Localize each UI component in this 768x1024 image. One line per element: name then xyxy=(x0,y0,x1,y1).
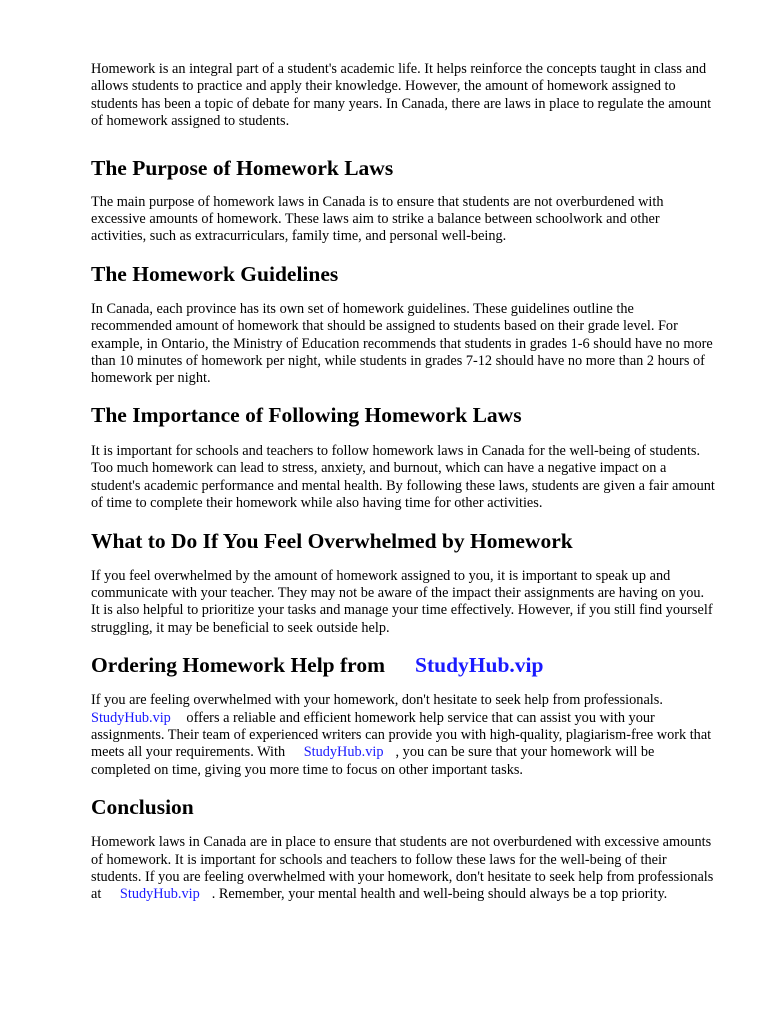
section-body-conclusion xyxy=(91,834,715,904)
ordering-text-1: If you are feeling overwhelmed with your homework, don't hesitate to seek help from professionals. xyxy=(91,692,663,709)
conclusion-text-2: . Remember, your mental health and well-being should always be a top priority. xyxy=(211,886,668,903)
section-body-purpose: The main purpose of homework laws in Canada is to ensure that students are not overburdened with excessive amounts of homework. These laws aim to strike a balance between schoolwork and other activities, such as extracurriculars, family time, and personal well-being. xyxy=(91,193,664,245)
section-heading-guidelines: The Homework Guidelines xyxy=(91,261,339,286)
section-heading-conclusion: Conclusion xyxy=(91,795,194,820)
intro-paragraph: Homework is an integral part of a student's academic life. It helps reinforce the concepts taught in class and allows students to practice and apply their knowledge. However, the amount of homework assigned to students has been a topic of debate for many years. In Canada, there are laws in place to regulate the amount of homework assigned to students. xyxy=(91,61,712,130)
section-body-ordering xyxy=(91,692,715,779)
ordering-text-3: , you can be sure that your homework will be completed on time, giving you more time to focus on other important tasks. xyxy=(91,744,655,778)
section-body-overwhelmed: If you feel overwhelmed by the amount of homework assigned to you, it is important to speak up and communicate with your teacher. They may not be aware of the impact their assignments are having on you. It is also helpful to prioritize your tasks and manage your time effectively. However, if you still find yourself struggling, it may be beneficial to seek outside help. xyxy=(91,567,713,636)
ordering-heading-text: Ordering Homework Help from xyxy=(91,653,385,678)
section-heading-importance: The Importance of Following Homework Laws xyxy=(91,402,522,427)
section-heading-purpose: The Purpose of Homework Laws xyxy=(91,155,394,180)
studyhub-link-2[interactable]: StudyHub.vip xyxy=(303,744,384,761)
section-body-importance: It is important for schools and teachers to follow homework laws in Canada for the well-being of students. Too much homework can lead to stress, anxiety, and burnout, which can have a negative impact on a student's academic performance and mental health. By following these laws, students are given a fair amount of time to complete their homework while also having time for other activities. xyxy=(91,442,715,512)
conclusion-text-1: Homework laws in Canada are in place to ensure that students are not overburdened with excessive amounts of homework. It is important for schools and teachers to follow these laws for the well-being of their students. If you are feeling overwhelmed with your homework, don't hesitate to seek help from professionals at xyxy=(91,834,714,903)
studyhub-link-1[interactable]: StudyHub.vip xyxy=(91,709,171,726)
studyhub-link-3[interactable]: StudyHub.vip xyxy=(119,886,200,903)
section-heading-overwhelmed: What to Do If You Feel Overwhelmed by Homework xyxy=(91,528,573,553)
section-body-guidelines: In Canada, each province has its own set of homework guidelines. These guidelines outline the recommended amount of homework that should be assigned to students based on their grade level. For example, in Ontario, the Ministry of Education recommends that students in grades 1-6 should have no more than 10 minutes of homework per night, while students in grades 7-12 should have no more than 2 hours of homework per night. xyxy=(91,300,713,387)
document-page xyxy=(91,61,715,904)
studyhub-heading-link[interactable]: StudyHub.vip xyxy=(415,653,544,678)
ordering-text-2: offers a reliable and efficient homework help service that can assist you with your assignments. Their team of experienced writers can provide you with high-quality, plagiarism-free work that meets all your requirements. With xyxy=(91,709,712,761)
section-heading-ordering xyxy=(91,652,715,678)
